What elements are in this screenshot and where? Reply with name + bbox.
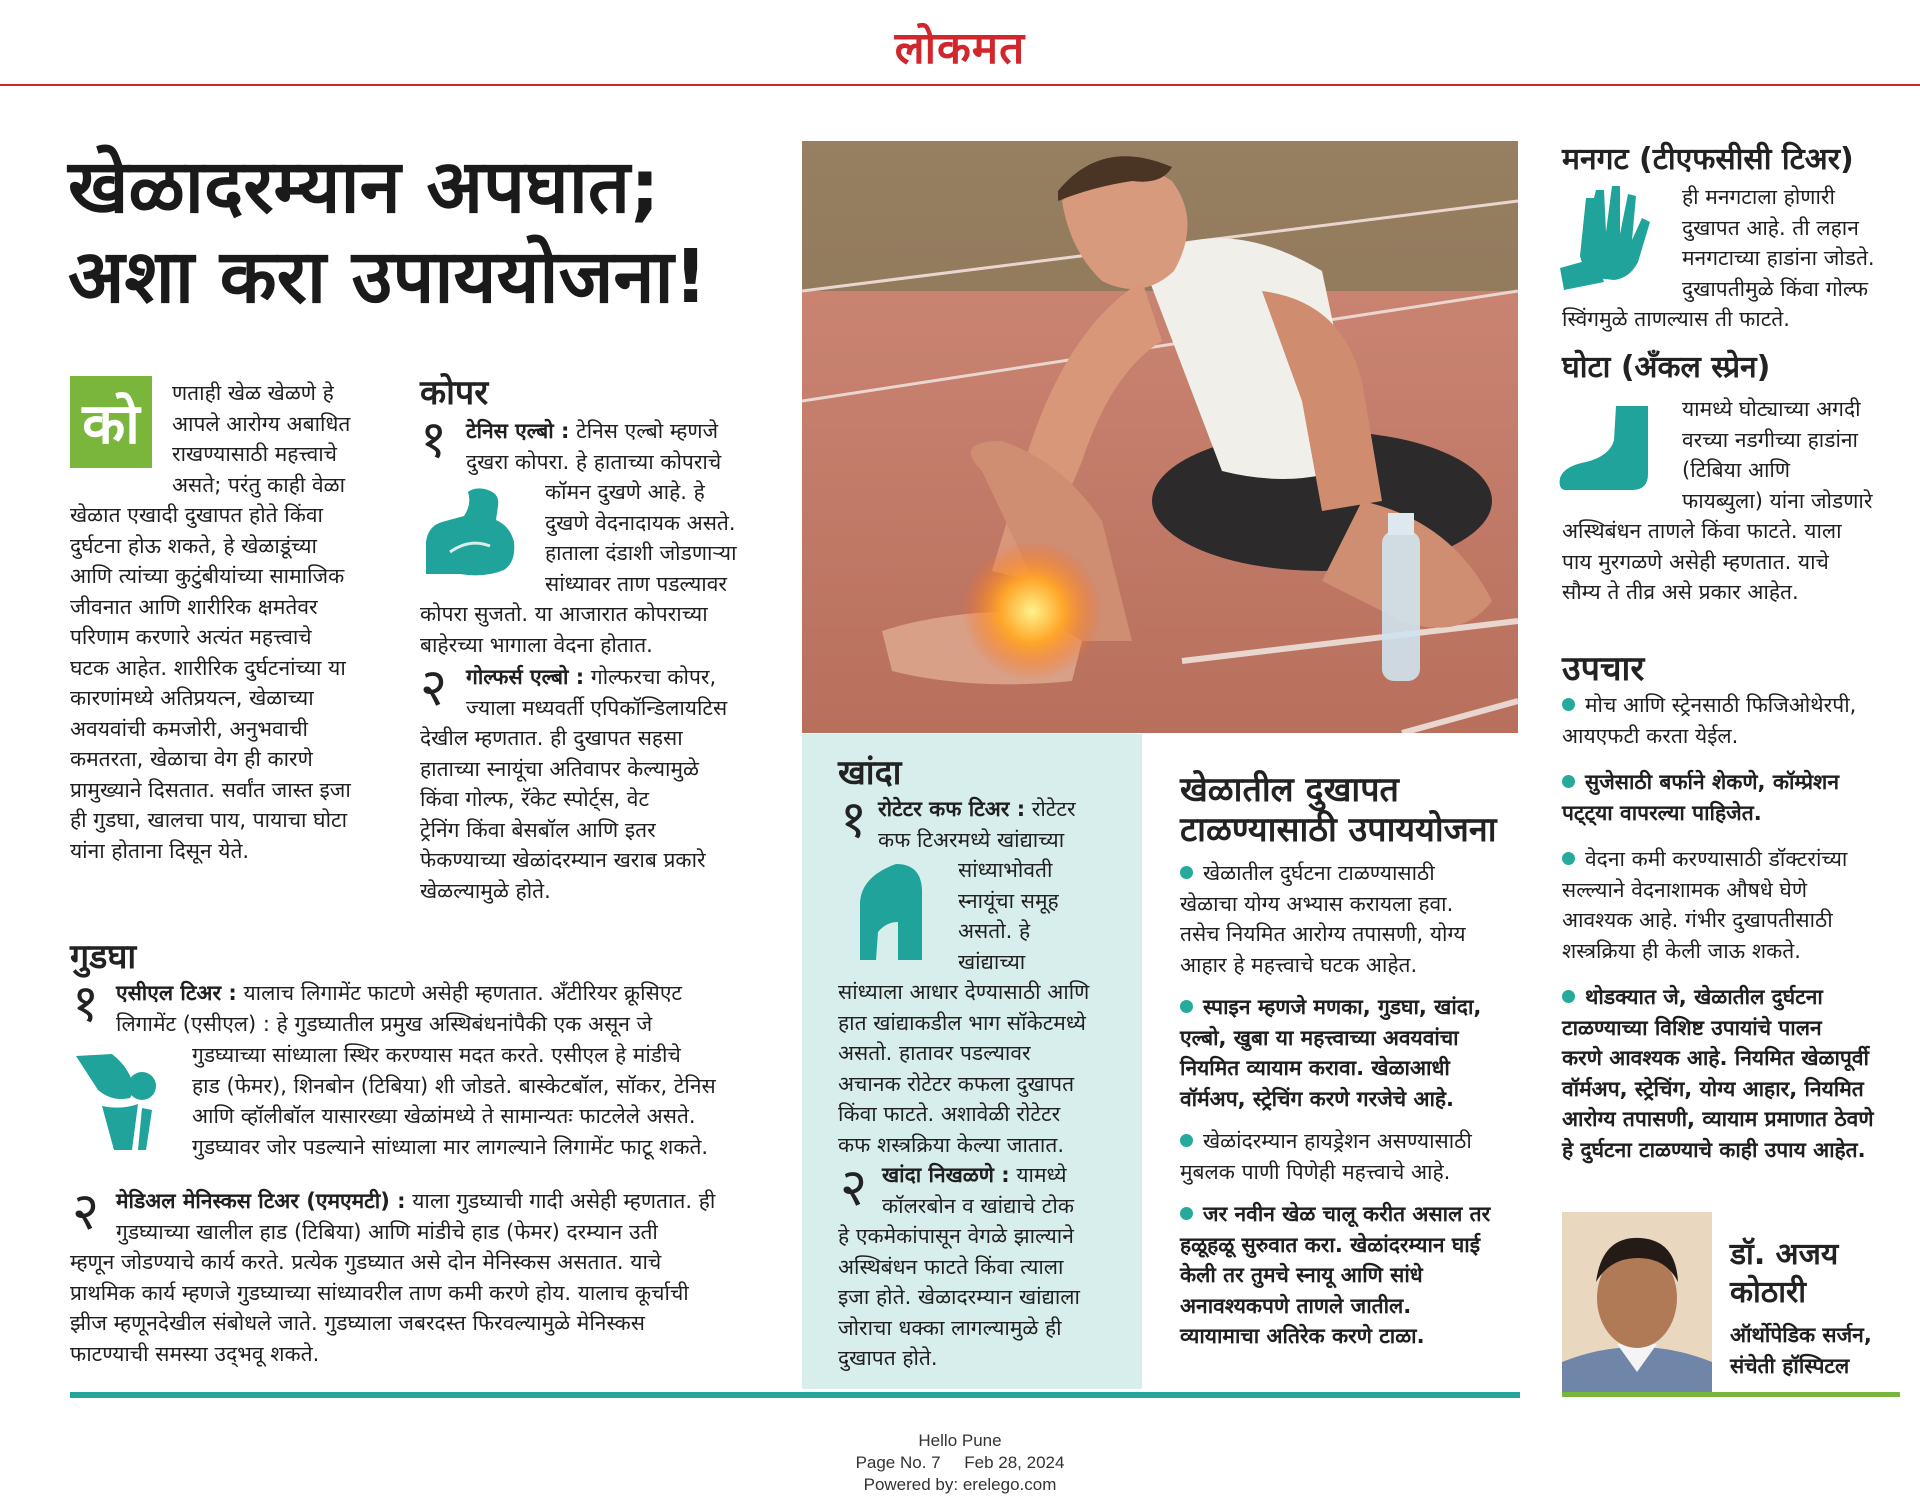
elbow-line: फेकण्याच्या खेळांदरम्यान खराब प्रकारे bbox=[420, 848, 706, 872]
intro-line: राखण्यासाठी महत्त्वाचे bbox=[172, 442, 338, 466]
shoulder-line: असतो. हातावर पडल्यावर bbox=[838, 1041, 1031, 1065]
shoulder-line: जोराचा धक्का लागल्यामुळे ही bbox=[838, 1315, 1062, 1340]
treatment-line: शस्त्रक्रिया ही केली जाऊ शकते. bbox=[1562, 938, 1801, 963]
intro-line: कमतरता, खेळाचा वेग ही कारणे bbox=[70, 747, 313, 771]
elbow-item-2-body bbox=[420, 723, 780, 906]
dropcap: को bbox=[70, 376, 152, 468]
shoulder-item-1-lead bbox=[878, 794, 1133, 855]
ankle-text-wrap bbox=[1682, 394, 1897, 516]
knee-line: गुडघ्याच्या खालील हाड (टिबिया) आणि मांडीचे हाड (फेमर) दरम्यान उती bbox=[116, 1219, 658, 1244]
treatment-line: पट्ट्या वापरल्या पाहिजेत. bbox=[1562, 800, 1762, 825]
treatment-line: आयएफटी करता येईल. bbox=[1562, 723, 1739, 748]
intro-line: यांना होताना दिसून येते. bbox=[70, 838, 250, 863]
author-organization: संचेती हॉस्पिटल bbox=[1730, 1353, 1850, 1378]
prevention-line: मुबलक पाणी पिणेही महत्त्वाचे आहे. bbox=[1180, 1159, 1451, 1184]
knee-line: म्हणून जोडण्याचे कार्य करते. प्रत्येक गुडघ्यात असे दोन मेनिस्कस असतात. याचे bbox=[70, 1250, 662, 1274]
knee-line: आणि व्हॉलीबॉल यासारख्या खेळांमध्ये ते सामान्यतः फाटलेले असते. bbox=[192, 1104, 696, 1128]
shoulder-line: सांध्याला आधार देण्यासाठी आणि bbox=[838, 980, 1090, 1004]
shoulder-line: हात खांद्याकडील भाग सॉकेटमध्ये bbox=[838, 1010, 1086, 1035]
shoulder-line: असतो. हे bbox=[958, 919, 1031, 943]
shoulder-icon bbox=[856, 862, 926, 962]
intro-line: असते; परंतु काही वेळा bbox=[172, 472, 346, 497]
shoulder-item-2-number: २ bbox=[840, 1158, 868, 1218]
wrist-line: मनगटाच्या हाडांना जोडते. bbox=[1682, 246, 1875, 270]
bullet-dot-icon bbox=[1180, 1207, 1193, 1220]
shoulder-line: कॉलरबोन व खांद्याचे टोक bbox=[882, 1193, 1074, 1218]
knee-line: गुडघ्यावर जोर पडल्याने सांध्याला मार लागल्याने लिगामेंट फाटू शकते. bbox=[192, 1134, 709, 1159]
intro-line: आणि त्यांच्या कुटुंबीयांच्या सामाजिक bbox=[70, 564, 345, 588]
prevention-line: वॉर्मअप, स्ट्रेचिंग करणे गरजेचे आहे. bbox=[1180, 1086, 1455, 1111]
shoulder-item-1-body bbox=[838, 977, 1138, 1160]
ankle-line: सौम्य ते तीव्र असे प्रकार आहेत. bbox=[1562, 580, 1799, 604]
elbow-line: हाताला दंडाशी जोडणाऱ्या bbox=[545, 541, 737, 565]
author-photo bbox=[1562, 1212, 1712, 1394]
masthead bbox=[0, 0, 1920, 86]
bullet-dot-icon bbox=[1562, 775, 1575, 788]
intro-lines-full bbox=[70, 500, 415, 866]
foot-icon bbox=[1556, 404, 1656, 494]
treatment-line: मोच आणि स्ट्रेनसाठी फिजिओथेरपी, bbox=[1585, 693, 1857, 717]
shoulder-line: दुखापत होते. bbox=[838, 1346, 938, 1370]
treatment-line: आवश्यक आहे. गंभीर दुखापतीसाठी bbox=[1562, 908, 1833, 932]
knee-item-1-number: १ bbox=[72, 974, 100, 1034]
intro-line: परिणाम करणारे अत्यंत महत्त्वाचे bbox=[70, 625, 312, 649]
headline-line-1: खेळादरम्यान अपघात; bbox=[68, 144, 660, 230]
elbow-line: ट्रेनिंग किंवा बेसबॉल आणि इतर bbox=[420, 817, 656, 842]
shoulder-line: स्नायूंचा समूह bbox=[958, 888, 1059, 913]
acl-tear-label: एसीएल टिअर : bbox=[116, 981, 237, 1005]
bullet-dot-icon bbox=[1180, 1134, 1193, 1147]
treatment-line: सुजेसाठी बर्फाने शेकणे, कॉम्प्रेशन bbox=[1585, 770, 1839, 794]
wrist-line: ही मनगटाला होणारी bbox=[1682, 185, 1835, 209]
prevention-item bbox=[1180, 992, 1510, 1114]
treatment-line: आरोग्य तपासणी, व्यायाम प्रमाणात ठेवणे bbox=[1562, 1107, 1874, 1131]
elbow-item-2-number: २ bbox=[420, 658, 448, 718]
knee-item-1-lead bbox=[116, 978, 776, 1039]
intro-lines-short bbox=[172, 378, 402, 500]
prevention-line: व्यायामाचा अतिरेक करणे टाळा. bbox=[1180, 1324, 1425, 1348]
shoulder-item-1-number: १ bbox=[840, 790, 868, 850]
injured-athlete-photo bbox=[802, 141, 1518, 733]
elbow-line: देखील म्हणतात. ही दुखापत सहसा bbox=[420, 726, 683, 750]
footer-page-date: Page No. 7 Feb 28, 2024 bbox=[855, 1453, 1065, 1472]
knee-item-1-body bbox=[192, 1040, 772, 1162]
knee-section-title: गुडघा bbox=[70, 937, 137, 977]
elbow-line: हाताच्या स्नायूंचा अतिवापर केल्यामुळे bbox=[420, 756, 699, 781]
wrist-section-title: मनगट (टीएफसीसी टिअर) bbox=[1562, 142, 1854, 177]
prevention-line: हळूहळू सुरुवात करा. खेळांदरम्यान घाई bbox=[1180, 1232, 1481, 1257]
knee-line: फाटण्याची समस्या उद्‌भवू शकते. bbox=[70, 1341, 320, 1366]
prevention-line: केली तर तुमचे स्नायू आणि सांधे bbox=[1180, 1263, 1423, 1287]
elbow-line: बाहेरच्या भागाला वेदना होतात. bbox=[420, 632, 653, 657]
prevention-item bbox=[1180, 1199, 1510, 1352]
knee-joint-icon bbox=[72, 1050, 162, 1155]
knee-line: यालाच लिगामेंट फाटणे असेही म्हणतात. अँटीरियर क्रूसिएट bbox=[243, 981, 683, 1005]
bullet-dot-icon bbox=[1180, 866, 1193, 879]
wrist-line: दुखापत आहे. ती लहान bbox=[1682, 215, 1859, 240]
prevention-title-line-2: टाळण्यासाठी उपाययोजना bbox=[1180, 810, 1497, 850]
prevention-line: नियमित व्यायाम करावा. खेळाआधी bbox=[1180, 1056, 1450, 1080]
intro-line: खेळात एखादी दुखापत होते किंवा bbox=[70, 503, 323, 527]
prevention-line: स्पाइन म्हणजे मणका, गुडघा, खांदा, bbox=[1203, 995, 1482, 1019]
prevention-line: जर नवीन खेळ चालू करीत असाल तर bbox=[1203, 1202, 1491, 1226]
intro-line: ही गुडघा, खालचा पाय, पायाचा घोटा bbox=[70, 808, 348, 832]
ankle-line: अस्थिबंधन ताणले किंवा फाटते. याला bbox=[1562, 519, 1842, 543]
knee-item-2-body bbox=[70, 1247, 780, 1369]
prevention-title bbox=[1180, 770, 1520, 850]
shoulder-line: रोटेटर bbox=[1031, 797, 1076, 821]
intro-line: दुर्घटना होऊ शकते, हे खेळाडूंच्या bbox=[70, 533, 317, 558]
flexed-arm-icon bbox=[420, 482, 520, 582]
bullet-dot-icon bbox=[1562, 852, 1575, 865]
prevention-title-line-1: खेळातील दुखापत bbox=[1180, 770, 1399, 810]
bullet-dot-icon bbox=[1562, 698, 1575, 711]
knee-line: लिगामेंट (एसीएल) : हे गुडघ्यातील प्रमुख अस्थिबंधनांपैकी एक असून जे bbox=[116, 1011, 653, 1036]
ankle-line: फायब्युला) यांना जोडणारे bbox=[1682, 488, 1873, 513]
prevention-list bbox=[1180, 858, 1510, 1352]
ankle-line: पाय मुरगळणे असेही म्हणतात. याचे bbox=[1562, 549, 1829, 574]
tennis-elbow-label: टेनिस एल्बो : bbox=[466, 419, 570, 443]
shoulder-line: खांद्याच्या bbox=[958, 949, 1026, 974]
bullet-dot-icon bbox=[1180, 1000, 1193, 1013]
ankle-text-tail bbox=[1562, 516, 1907, 608]
intro-line: णताही खेळ खेळणे हे bbox=[172, 381, 334, 405]
intro-line: कारणांमध्ये अतिप्रयत्न, खेळाच्या bbox=[70, 686, 314, 710]
elbow-line: सांध्यावर ताण पडल्यावर bbox=[545, 571, 728, 596]
elbow-line: कोपरा सुजतो. या आजारात कोपराच्या bbox=[420, 602, 708, 626]
author-info bbox=[1730, 1236, 1910, 1381]
elbow-line: ज्याला मध्यवर्ती एपिकॉन्डिलायटिस bbox=[466, 695, 728, 720]
shoulder-line: अस्थिबंधन फाटते किंवा त्याला bbox=[838, 1254, 1064, 1279]
knee-item-2-lead bbox=[116, 1186, 776, 1247]
shoulder-line: किंवा फाटते. अशावेळी रोटेटर bbox=[838, 1102, 1061, 1126]
footer-edition: Hello Pune bbox=[918, 1431, 1002, 1450]
author-rule bbox=[1562, 1392, 1900, 1397]
treatment-line: सल्ल्याने वेदनाशामक औषधे घेणे bbox=[1562, 877, 1808, 902]
author-role: ऑर्थोपेडिक सर्जन, bbox=[1730, 1323, 1872, 1347]
treatment-line: करणे आवश्यक आहे. नियमित खेळापूर्वी bbox=[1562, 1046, 1869, 1070]
prevention-line: खेळातील दुर्घटना टाळण्यासाठी bbox=[1203, 861, 1435, 885]
knee-line: गुडघ्याच्या सांध्याला स्थिर करण्यास मदत करते. एसीएल हे मांडीचे bbox=[192, 1043, 681, 1067]
elbow-item-1-wrap bbox=[545, 477, 775, 599]
shoulder-line: कफ टिअरमध्ये खांद्याच्या bbox=[878, 827, 1065, 852]
shoulder-item-2-body bbox=[838, 1221, 1138, 1374]
shoulder-line: हे एकमेकांपासून वेगळे झाल्याने bbox=[838, 1224, 1074, 1248]
ankle-section-title: घोटा (अँकल स्प्रेन) bbox=[1562, 350, 1771, 385]
prevention-line: तसेच नियमित आरोग्य तपासणी, योग्य bbox=[1180, 922, 1466, 946]
elbow-item-1-tail bbox=[420, 599, 770, 660]
intro-line: जीवनात आणि शारीरिक क्षमतेवर bbox=[70, 594, 318, 619]
knee-line: प्राथमिक कार्य म्हणजे गुडघ्याच्या सांध्यावरील ताण कमी करणे होय. यालाच कूर्चाची bbox=[70, 1280, 689, 1305]
treatment-list bbox=[1562, 690, 1907, 1165]
prevention-line: अनावश्यकपणे ताणले जातील. bbox=[1180, 1293, 1412, 1318]
prevention-line: खेळांदरम्यान हायड्रेशन असण्यासाठी bbox=[1203, 1129, 1472, 1153]
footer-powered-by: Powered by: erelego.com bbox=[863, 1475, 1057, 1494]
shoulder-line: इजा होते. खेळादरम्यान खांद्याला bbox=[838, 1285, 1080, 1309]
ankle-line: यामध्ये घोट्याच्या अगदी bbox=[1682, 397, 1861, 421]
elbow-item-1-lead bbox=[466, 416, 766, 477]
treatment-item bbox=[1562, 844, 1907, 966]
shoulder-line: अचानक रोटेटर कफला दुखापत bbox=[838, 1071, 1075, 1096]
page-footer bbox=[0, 1430, 1920, 1496]
wrist-text-wrap bbox=[1682, 182, 1897, 304]
elbow-item-2-lead bbox=[466, 662, 776, 723]
elbow-line: दुखरा कोपरा. हे हाताच्या कोपराचे bbox=[466, 449, 722, 474]
knee-line: हाड (फेमर), शिनबोन (टिबिया) शी जोडते. बास्केटबॉल, सॉकर, टेनिस bbox=[192, 1073, 716, 1098]
elbow-line: किंवा गोल्फ, रॅकेट स्पोर्ट्स, वेट bbox=[420, 787, 650, 811]
shoulder-line: यामध्ये bbox=[1016, 1163, 1067, 1187]
wrist-text-tail bbox=[1562, 304, 1902, 335]
treatment-item bbox=[1562, 982, 1907, 1165]
bottom-rule bbox=[70, 1392, 1520, 1398]
elbow-line: गोल्फरचा कोपर, bbox=[590, 665, 717, 689]
treatment-section-title: उपचार bbox=[1562, 649, 1645, 689]
author-name-line-2: कोठारी bbox=[1730, 1275, 1807, 1310]
knee-item-2-number: २ bbox=[72, 1182, 100, 1242]
prevention-line: खेळाचा योग्य अभ्यास करायला हवा. bbox=[1180, 891, 1454, 916]
treatment-line: हे दुर्घटना टाळण्याचे काही उपाय आहेत. bbox=[1562, 1137, 1866, 1162]
knee-line: याला गुडघ्याची गादी असेही म्हणतात. ही bbox=[412, 1189, 716, 1213]
prevention-item bbox=[1180, 858, 1510, 980]
knee-line: झीज म्हणूनदेखील संबोधले जाते. गुडघ्याला जबरदस्त फिरवल्यामुळे मेनिस्कस bbox=[70, 1311, 645, 1335]
golfers-elbow-label: गोल्फर्स एल्बो : bbox=[466, 665, 585, 689]
intro-line: प्रामुख्याने दिसतात. सर्वांत जास्त इजा bbox=[70, 777, 351, 802]
ankle-line: वरच्या नडगीच्या हाडांना bbox=[1682, 427, 1858, 452]
shoulder-section-title: खांदा bbox=[838, 753, 902, 793]
headline-line-2: अशा करा उपाययोजना! bbox=[68, 234, 708, 320]
elbow-line: खेळल्यामुळे होते. bbox=[420, 878, 551, 903]
author-name-line-1: डॉ. अजय bbox=[1730, 1237, 1839, 1272]
bullet-dot-icon bbox=[1562, 990, 1575, 1003]
medial-meniscus-tear-label: मेडिअल मेनिस्कस टिअर (एमएमटी) : bbox=[116, 1189, 406, 1213]
wrist-line: स्विंगमुळे ताणल्यास ती फाटते. bbox=[1562, 307, 1790, 331]
intro-line: घटक आहेत. शारीरिक दुर्घटनांच्या या bbox=[70, 655, 346, 680]
treatment-line: वेदना कमी करण्यासाठी डॉक्टरांच्या bbox=[1585, 847, 1848, 871]
treatment-item bbox=[1562, 767, 1907, 828]
intro-line: अवयवांची कमजोरी, अनुभवाची bbox=[70, 716, 308, 741]
rotator-cuff-label: रोटेटर कफ टिअर : bbox=[878, 797, 1026, 821]
intro-line: आपले आरोग्य अबाधित bbox=[172, 411, 351, 436]
elbow-section-title: कोपर bbox=[420, 373, 489, 413]
shoulder-line: कफ शस्त्रक्रिया केल्या जातात. bbox=[838, 1132, 1064, 1157]
ankle-line: (टिबिया आणि bbox=[1682, 458, 1791, 482]
shoulder-item-1-wrap bbox=[958, 855, 1128, 977]
elbow-line: टेनिस एल्बो म्हणजे bbox=[576, 419, 719, 443]
elbow-item-1-number: १ bbox=[420, 410, 448, 470]
treatment-line: टाळण्याच्या विशिष्ट उपायांचे पालन bbox=[1562, 1015, 1822, 1040]
treatment-line: थोडक्यात जे, खेळातील दुर्घटना bbox=[1585, 985, 1823, 1009]
shoulder-item-2-lead bbox=[882, 1160, 1137, 1221]
wrist-line: दुखापतीमुळे किंवा गोल्फ bbox=[1682, 276, 1869, 301]
prevention-line: एल्बो, खुबा या महत्त्वाच्या अवयवांचा bbox=[1180, 1025, 1459, 1050]
prevention-item bbox=[1180, 1126, 1510, 1187]
elbow-line: कॉमन दुखणे आहे. हे bbox=[545, 480, 705, 504]
prevention-line: आहार हे महत्त्वाचे घटक आहेत. bbox=[1180, 952, 1418, 977]
shoulder-dislocation-label: खांदा निखळणे : bbox=[882, 1163, 1010, 1187]
treatment-line: वॉर्मअप, स्ट्रेचिंग, योग्य आहार, नियमित bbox=[1562, 1076, 1864, 1101]
headline bbox=[68, 142, 768, 322]
newspaper-logo: लोकमत bbox=[894, 23, 1026, 74]
treatment-item bbox=[1562, 690, 1907, 751]
hand-icon bbox=[1556, 182, 1656, 292]
elbow-line: दुखणे वेदनादायक असते. bbox=[545, 510, 736, 535]
shoulder-line: सांध्याभोवती bbox=[958, 858, 1053, 882]
